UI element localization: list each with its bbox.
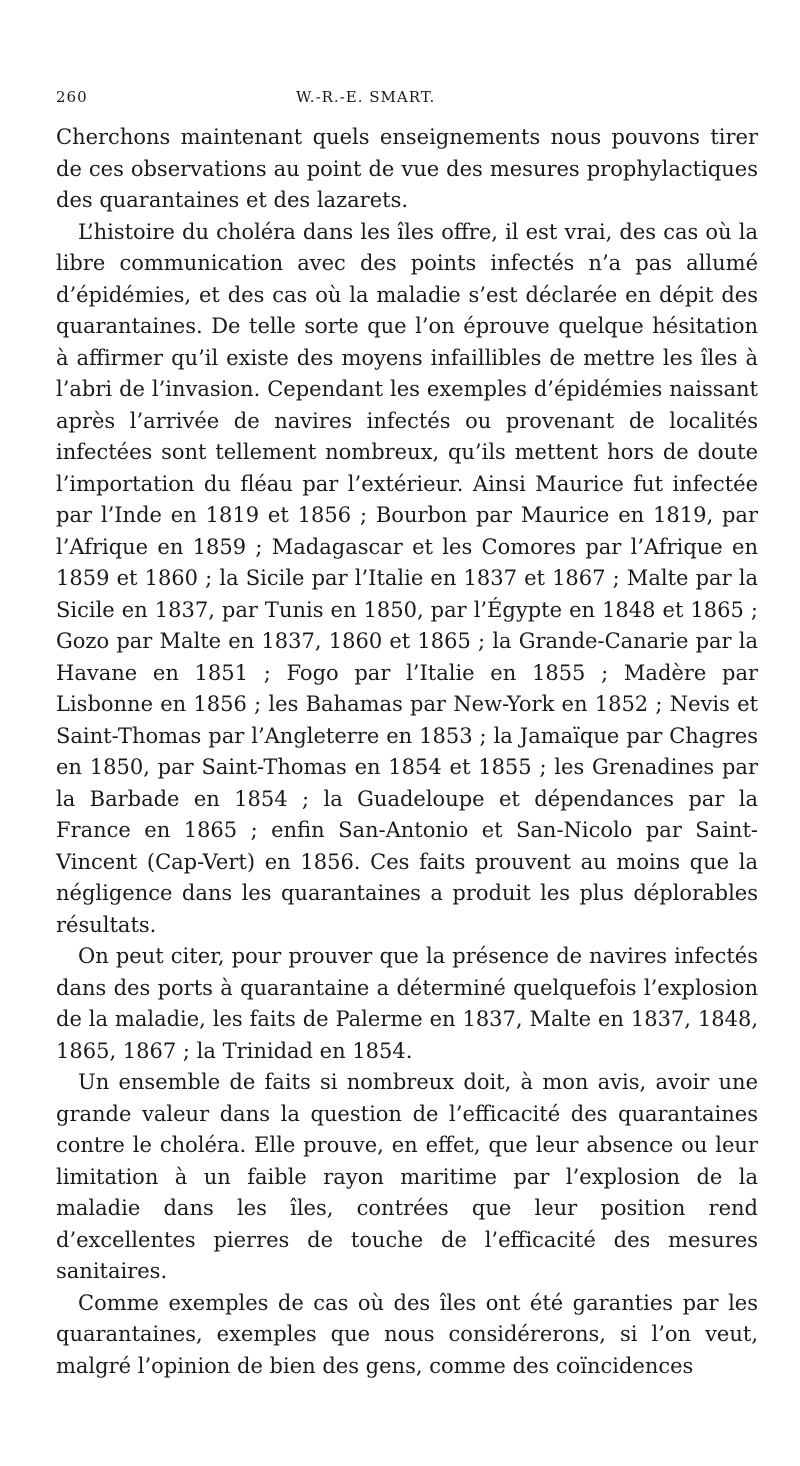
page-number: 260 <box>56 88 88 106</box>
paragraph-3: On peut citer, pour prouver que la présence de navires infectés dans des ports à quarantaine a déterminé quelquefois l’explosion de la maladie, les faits de Palerme en 1837, Malte en 1837, 1848, 1865, 1867 ; la Trinidad en 1854. <box>56 944 758 1063</box>
running-head <box>56 88 758 122</box>
running-title: W.-R.-E. SMART. <box>296 88 436 106</box>
book-page <box>56 88 758 1382</box>
paragraph-5: Comme exemples de cas où des îles ont été garanties par les quarantaines, exemples que nous considérerons, si l’on veut, malgré l’opinion de bien des gens, comme des coïncidences <box>56 1290 758 1378</box>
paragraph-4: Un ensemble de faits si nombreux doit, à mon avis, avoir une grande valeur dans la question de l’efficacité des quarantaines contre le choléra. Elle prouve, en effet, que leur absence ou leur limitation à un faible rayon maritime par l’explosion de la maladie dans les îles, contrées que leur position rend d’excellentes pierres de touche de l’efficacité des mesures sanitaires. <box>56 1070 758 1283</box>
paragraph-2: L’histoire du choléra dans les îles offre, il est vrai, des cas où la libre communication avec des points infectés n’a pas allumé d’épidémies, et des cas où la maladie s’est déclarée en dépit des quarantaines. De telle sorte que l’on éprouve quelque hésitation à affirmer qu’il existe des moyens infaillibles de mettre les îles à l’abri de l’invasion. Cependant les exemples d’épidémies naissant après l’arrivée de navires infectés ou provenant de localités infectées sont tellement nombreux, qu’ils mettent hors de doute l’importation du fléau par l’extérieur. Ainsi Maurice fut infectée par l’Inde en 1819 et 1856 ; Bourbon par Maurice en 1819, par l’Afrique en 1859 ; Madagascar et les Comores par l’Afrique en 1859 et 1860 ; la Sicile par l’Italie en 1837 et 1867 ; Malte par la Sicile en 1837, par Tunis en 1850, par l’Égypte en 1848 et 1865 ; Gozo par Malte en 1837, 1860 et 1865 ; la Grande-Canarie par la Havane en 1851 ; Fogo par l’Italie en 1855 ; Madère par Lisbonne en 1856 ; les Bahamas par New-York en 1852 ; Nevis et Saint-Thomas par l’Angleterre en 1853 ; la Jamaïque par Chagres en 1850, par Saint-Thomas en 1854 et 1855 ; les Grenadines par la Barbade en 1854 ; la Guadeloupe et dépendances par la France en 1865 ; enfin San-Antonio et San-Nicolo par Saint-Vincent (Cap-Vert) en 1856. Ces faits prouvent au moins que la négligence dans les quarantaines a produit les plus déplorables résultats. <box>56 219 758 937</box>
body-text <box>56 122 758 1382</box>
paragraph-1: Cherchons maintenant quels enseignements nous pouvons tirer de ces observations au point de vue des mesures prophylactiques des quarantaines et des lazarets. <box>56 125 758 212</box>
